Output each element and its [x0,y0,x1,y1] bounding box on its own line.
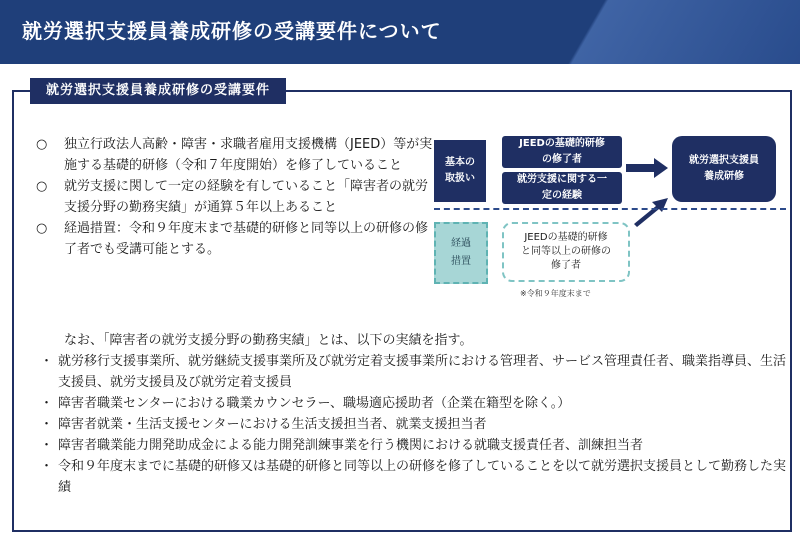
requirement-item [36,134,436,176]
section-tab: 就労選択支援員養成研修の受講要件 [30,78,286,104]
basic-handling-label: 基本の 取扱い [434,140,486,202]
requirements-diagram [428,128,788,308]
page-title: 就労選択支援員養成研修の受講要件について [22,19,442,43]
section-divider [434,208,786,210]
note-text: 就労移行支援事業所、就労継続支援事業所及び就労定着支援事業所における管理者、サービス管理責任者、職業指導員、生活支援員、就労支援員及び就労定着支援員 [58,354,787,390]
requirement-text: 独立行政法人高齢・障害・求職者雇用支援機構（JEED）等が実施する基礎的研修（令和７年度開始）を修了していること [64,137,433,173]
note-text: 障害者職業センターにおける職業カウンセラー、職場適応援助者（企業在籍型を除く。） [58,396,571,411]
requirement-item [36,176,436,218]
right-arrow-icon [626,158,668,178]
page-header [0,0,800,64]
bullet: ・ [40,417,54,432]
note-intro: なお、「障害者の就労支援分野の勤務実績」とは、以下の実績を指す。 [64,333,473,348]
note-item [40,351,790,393]
bullet: ・ [40,459,54,474]
circle-mark: ○ [36,137,48,152]
note-text: 障害者職業能力開発助成金による能力開発訓練事業を行う機関における就職支援責任者、訓練担当者 [58,438,644,453]
bullet: ・ [40,396,54,411]
note-text: 令和９年度末までに基礎的研修又は基礎的研修と同等以上の研修を修了していることを以て就労選択支援員として勤務した実績 [58,459,787,495]
note-text: 障害者就業・生活支援センターにおける生活支援担当者、就業支援担当者 [58,417,487,432]
bullet: ・ [40,438,54,453]
experience-box: 就労支援に関する一 定の経験 [502,172,622,204]
requirements-list [36,134,436,260]
equivalent-training-box: JEEDの基礎的研修 と同等以上の研修の 修了者 [502,222,630,282]
note-item [40,435,790,456]
note-item [40,393,790,414]
work-experience-note [40,330,790,498]
requirement-text: 経過措置：令和９年度末まで基礎的研修と同等以上の研修の修了者でも受講可能とする。 [64,221,429,257]
note-item [40,456,790,498]
training-result-box: 就労選択支援員 養成研修 [672,136,776,202]
bullet: ・ [40,354,54,369]
header-decoration [480,0,800,64]
circle-mark: ○ [36,221,48,236]
note-item [40,414,790,435]
requirement-text: 就労支援に関して一定の経験を有していること「障害者の就労支援分野の勤務実績」が通算５年以上あること [64,179,429,215]
circle-mark: ○ [36,179,48,194]
jeed-training-box: JEEDの基礎的研修 の修了者 [502,136,622,168]
deadline-footnote: ※令和９年度末まで [520,289,591,298]
requirement-item [36,218,436,260]
diagonal-arrow-icon [634,198,668,227]
transition-measure-label: 経過 措置 [434,222,488,284]
